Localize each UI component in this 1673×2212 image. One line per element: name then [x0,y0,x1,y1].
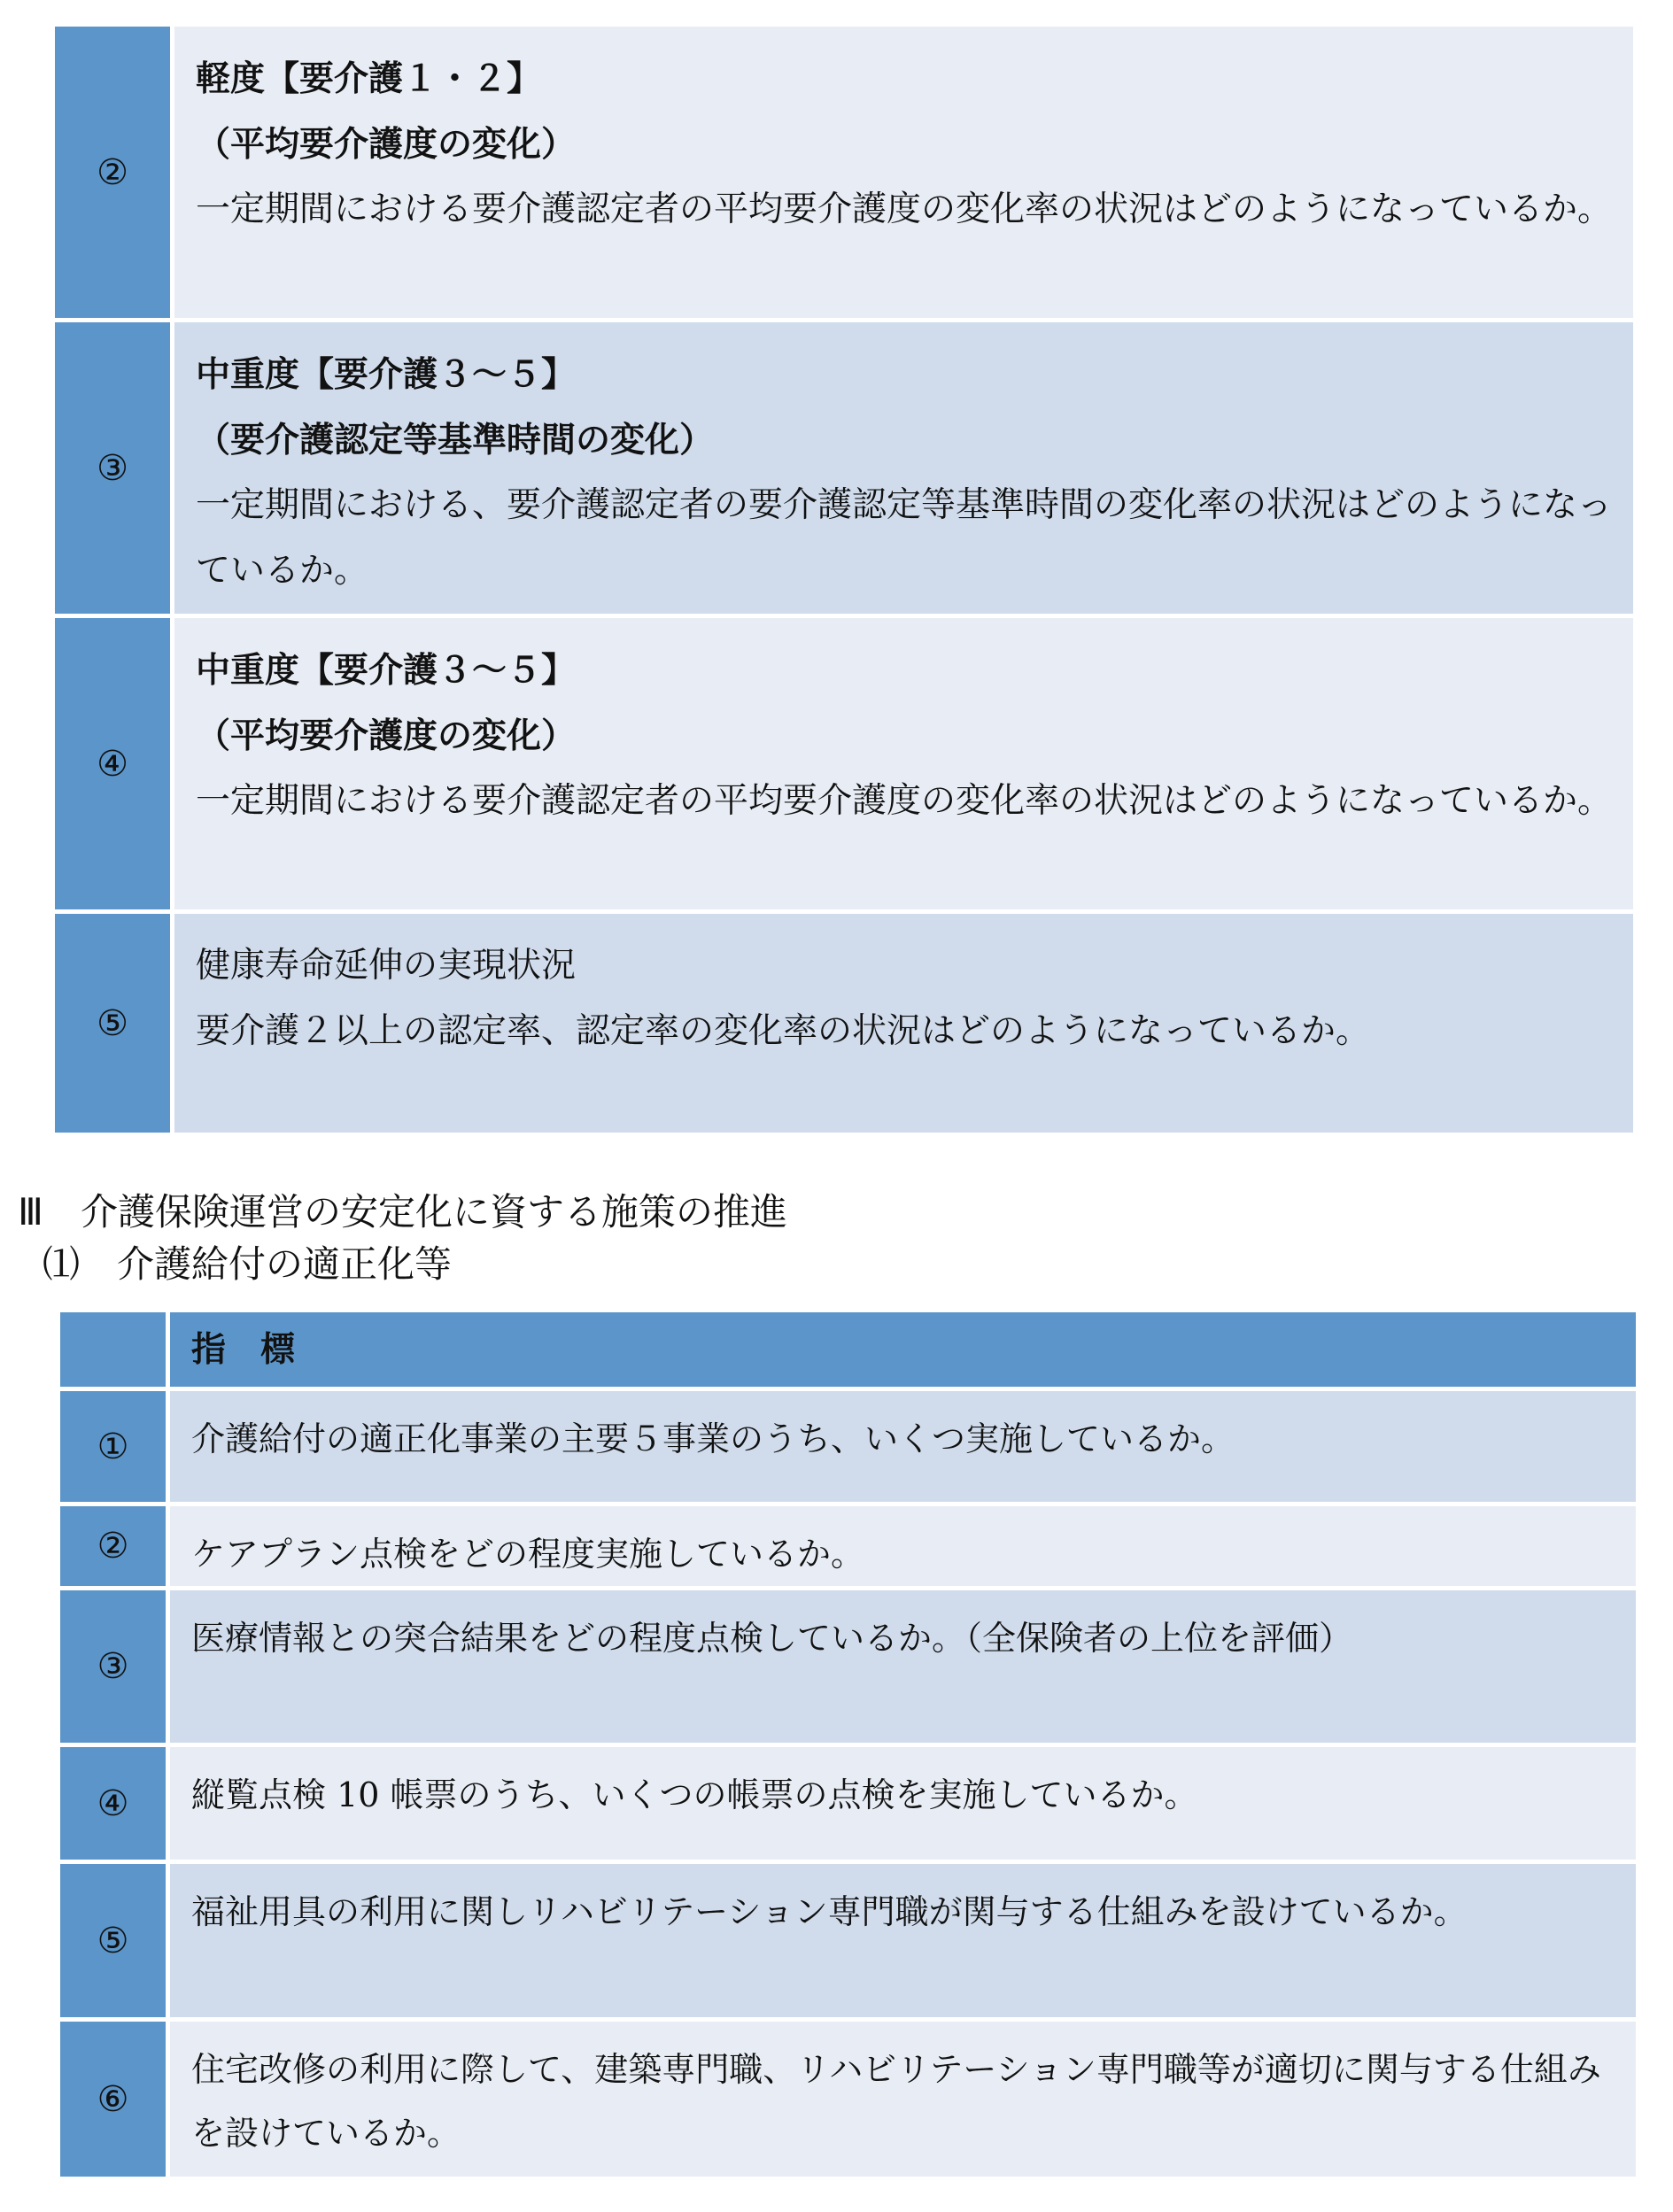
row-content [173,321,1636,616]
row-text: 一定期間における要介護認定者の平均要介護度の変化率の状況はどのようになっているか。 [196,189,1613,229]
row-title: 中重度【要介護３～５】 [196,354,577,395]
row-text: 一定期間における、要介護認定者の要介護認定等基準時間の変化率の状況はどのようになっているか。 [196,485,1613,591]
table-row [58,1862,1638,2020]
table-row [58,2020,1638,2179]
row-number: ② [58,1504,168,1589]
row-subtitle: （平均要介護度の変化） [196,715,577,756]
row-text: 医療情報との突合結果をどの程度点検しているか。（全保険者の上位を評価） [168,1589,1638,1745]
row-number: ④ [53,616,173,912]
indicator-table-bottom [56,1308,1640,2181]
table-row [53,321,1636,616]
row-number: ② [53,25,173,321]
header-label: 指 標 [168,1311,1638,1389]
table-row [58,1389,1638,1504]
row-number: ③ [58,1589,168,1745]
row-number: ⑤ [58,1862,168,2020]
row-number: ⑥ [58,2020,168,2179]
table-row [58,1745,1638,1862]
row-text: 縦覧点検 10 帳票のうち、いくつの帳票の点検を実施しているか。 [168,1745,1638,1862]
row-content [173,912,1636,1135]
table-row [53,25,1636,321]
row-number: ① [58,1389,168,1504]
row-text: ケアプラン点検をどの程度実施しているか。 [168,1504,1638,1589]
table-row [53,616,1636,912]
table-row [53,912,1636,1135]
row-text: 住宅改修の利用に際して、建築専門職、リハビリテーション専門職等が適切に関与する仕組みを設けているか。 [168,2020,1638,2179]
row-number: ④ [58,1745,168,1862]
row-text: 福祉用具の利用に関しリハビリテーション専門職が関与する仕組みを設けているか。 [168,1862,1638,2020]
section-subheading: ⑴ 介護給付の適正化等 [43,1242,453,1286]
row-subtitle: （平均要介護度の変化） [196,124,577,165]
indicator-table-top [50,22,1638,1137]
row-text: 要介護２以上の認定率、認定率の変化率の状況はどのようになっているか。 [196,1011,1371,1051]
row-title: 軽度【要介護１・２】 [196,58,542,99]
row-text: 介護給付の適正化事業の主要５事業のうち、いくつ実施しているか。 [168,1389,1638,1504]
row-subtitle: （要介護認定等基準時間の変化） [196,420,715,460]
row-number: ③ [53,321,173,616]
row-content [173,25,1636,321]
row-number: ⑤ [53,912,173,1135]
section-heading: Ⅲ 介護保険運営の安定化に資する施策の推進 [18,1190,787,1234]
table-row [58,1589,1638,1745]
row-text: 一定期間における要介護認定者の平均要介護度の変化率の状況はどのようになっているか。 [196,781,1613,821]
table-row [58,1504,1638,1589]
row-title: 中重度【要介護３～５】 [196,650,577,691]
table-header-row [58,1311,1638,1389]
header-number-cell [58,1311,168,1389]
row-title: 健康寿命延伸の実現状況 [196,946,577,986]
row-content [173,616,1636,912]
